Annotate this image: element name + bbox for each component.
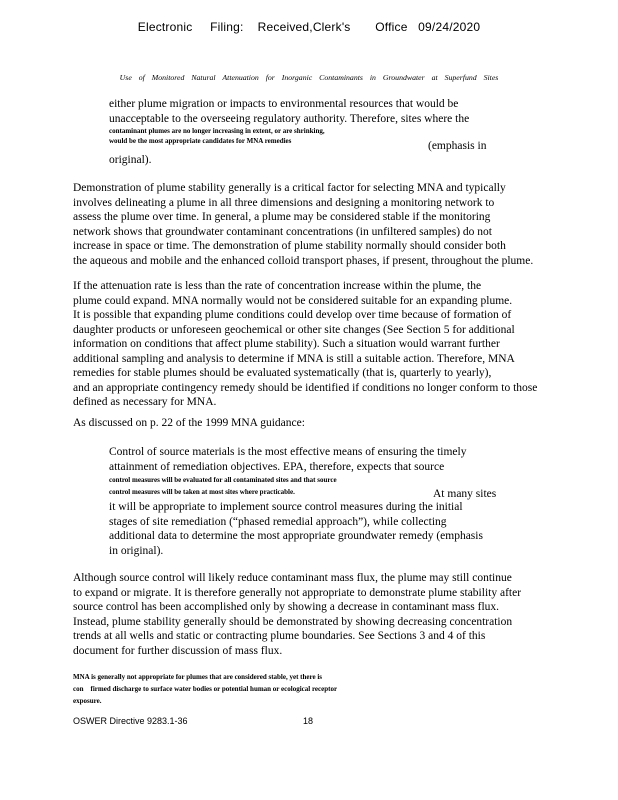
blockquote-1	[109, 97, 569, 126]
stability-note	[73, 671, 403, 707]
paragraph-as-discussed: As discussed on p. 22 of the 1999 MNA guidance:	[73, 417, 305, 429]
para1-line: Demonstration of plume stability generally is a critical factor for selecting MNA and typically	[73, 182, 506, 194]
para4-line: Although source control will likely reduce contaminant mass flux, the plume may still continue	[73, 572, 512, 584]
para1-line: the aqueous and mobile and the enhanced colloid transport phases, if present, throughout the plume.	[73, 254, 534, 267]
para2-line: defined as necessary for MNA.	[73, 396, 217, 408]
paragraph-attenuation-rate	[73, 279, 593, 410]
footer-directive: OSWER Directive 9283.1-36	[73, 716, 188, 726]
para4-line: Instead, plume stability generally should be demonstrated by showing decreasing concentration	[73, 615, 513, 628]
bq2-small-line-1: control measures will be evaluated for all contaminated sites and that source	[109, 476, 337, 484]
para1-line: involves delineating a plume in all three dimensions and designing a monitoring network to	[73, 196, 495, 209]
footer-page-number: 18	[303, 716, 314, 726]
note-line: MNA is generally not appropriate for plumes that are considered stable, yet there is	[73, 673, 322, 681]
bq2-at-many-sites: At many sites	[433, 488, 497, 500]
para2-line: information on conditions that affect plume stability). Such a situation would warrant further	[73, 338, 500, 350]
para2-line: daughter products or unforeseen geochemical or other site changes (See Section 5 for additional	[73, 323, 515, 336]
bq2-line-1: Control of source materials is the most effective means of ensuring the timely	[109, 446, 467, 458]
bq2-rest-line: in original).	[109, 544, 164, 557]
bq1-small-line-1: contaminant plumes are no longer increasing in extent, or are shrinking,	[109, 127, 325, 135]
electronic-filing-stamp: Electronic Filing: Received,Clerk's Office 09/24/2020	[137, 20, 481, 34]
para4-line: document for further discussion of mass flux.	[73, 644, 283, 657]
bq2-line-2: attainment of remediation objectives. EPA, therefore, expects that source	[109, 460, 445, 473]
para2-line: It is possible that expanding plume conditions could develop over time because of formation of	[73, 309, 512, 321]
bq1-line-1: either plume migration or impacts to environmental resources that would be	[109, 98, 459, 110]
running-title: Use of Monitored Natural Attenuation for Inorganic Contaminants in Groundwater at Superfund Sites	[119, 73, 499, 82]
para1-line: increase in space or time. The demonstration of plume stability normally should consider both	[73, 240, 506, 252]
bq1-emphasis: (emphasis in	[428, 140, 487, 152]
paragraph-source-control	[73, 571, 603, 658]
bq1-line-2: unacceptable to the overseeing regulatory authority. Therefore, sites where the	[109, 112, 470, 125]
bq2-rest-line: additional data to determine the most appropriate groundwater remedy (emphasis	[109, 530, 483, 542]
bq2-small-line-2: control measures will be taken at most sites where practicable.	[109, 488, 295, 496]
para1-line: assess the plume over time. In general, a plume may be considered stable if the monitoring	[73, 211, 491, 223]
bq2-small-text	[109, 475, 429, 497]
para4-line: to expand or migrate. It is therefore generally not appropriate to demonstrate plume stability after	[73, 586, 522, 599]
para2-line: remedies for stable plumes should be evaluated systematically (that is, quarterly to yearly),	[73, 367, 492, 379]
bq2-rest-line: stages of site remediation (“phased remedial approach”), while collecting	[109, 515, 447, 528]
para2-line: plume could expand. MNA normally would not be considered suitable for an expanding plume.	[73, 294, 513, 307]
bq1-emphasis-end: original).	[109, 154, 152, 166]
bq1-small-line-2: would be the most appropriate candidates for MNA remedies	[109, 137, 292, 145]
bq2-rest	[109, 500, 569, 558]
para2-line: additional sampling and analysis to determine if MNA is still a suitable action. Therefore, MNA	[73, 352, 515, 365]
bq1-small-text	[109, 126, 409, 146]
note-line: con firmed discharge to surface water bodies or potential human or ecological receptor	[73, 685, 338, 693]
blockquote-2	[109, 445, 569, 474]
para4-line: trends at all wells and static or contracting plume boundaries. See Sections 3 and 4 of this	[73, 630, 486, 642]
para2-line: and an appropriate contingency remedy should be identified if conditions no longer conform to those	[73, 381, 538, 394]
bq2-rest-line: it will be appropriate to implement source control measures during the initial	[109, 501, 463, 513]
note-line: exposure.	[73, 697, 102, 705]
paragraph-plume-stability	[73, 181, 593, 268]
para1-line: network shows that groundwater contaminant concentrations (in unfiltered samples) do not	[73, 225, 493, 238]
para2-line: If the attenuation rate is less than the rate of concentration increase within the plume, the	[73, 280, 482, 292]
para4-line: source control has been accomplished only by showing a decrease in contaminant mass flux.	[73, 601, 500, 613]
